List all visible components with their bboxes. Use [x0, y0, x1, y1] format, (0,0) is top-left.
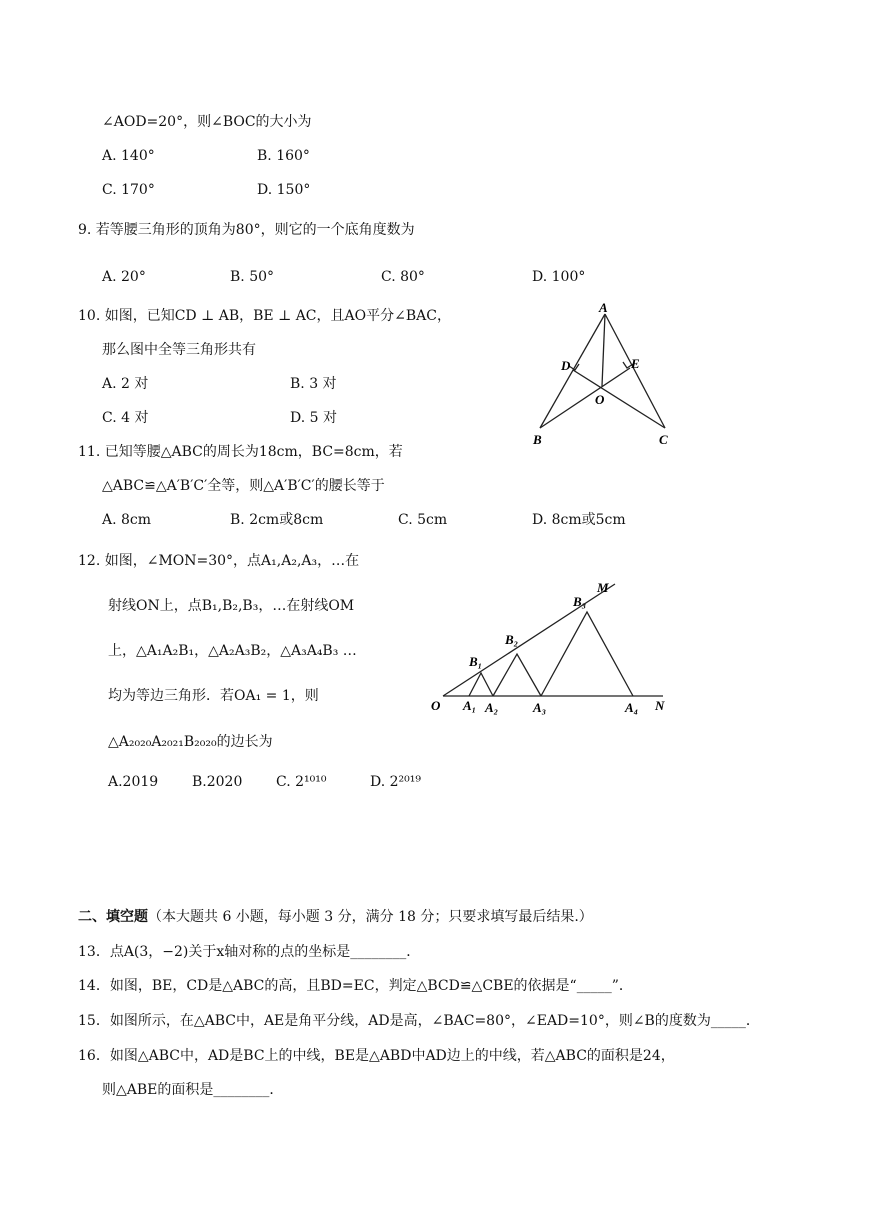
- q10-label-o: O: [595, 392, 605, 407]
- q12-stem-4: 均为等边三角形．若OA₁ = 1，则: [108, 688, 319, 704]
- q9-option-a: A. 20°: [102, 269, 146, 285]
- q10-label-e: E: [631, 356, 640, 371]
- q10-label-c: C: [659, 432, 668, 447]
- q11-stem-1: 11. 已知等腰△ABC的周长为18cm，BC=8cm，若: [78, 444, 403, 460]
- q12-equilateral-figure: [425, 572, 685, 722]
- q12-label-o: O: [431, 698, 441, 713]
- q13-line: 13．点A(3，−2)关于x轴对称的点的坐标是________．: [78, 944, 421, 960]
- section-2-heading: [78, 907, 593, 927]
- q8-stem: ∠AOD=20°，则∠BOC的大小为: [102, 114, 312, 130]
- q12-option-c: C. 2¹⁰¹⁰: [276, 774, 327, 790]
- q10-triangle-figure: [525, 298, 685, 454]
- q10-stem-2: 那么图中全等三角形共有: [102, 342, 256, 358]
- q10-option-c: C. 4 对: [102, 410, 149, 426]
- q9-option-b: B. 50°: [230, 269, 275, 285]
- q12-option-d: D. 2²⁰¹⁹: [370, 774, 421, 790]
- q12-stem-3: 上，△A₁A₂B₁，△A₂A₃B₂，△A₃A₄B₃ …: [108, 643, 357, 659]
- q12-label-a1: A₁: [463, 698, 477, 713]
- q12-stem-2: 射线ON上，点B₁,B₂,B₃，…在射线OM: [108, 598, 355, 614]
- q11-option-d: D. 8cm或5cm: [532, 512, 626, 528]
- q10-stem-1: 10. 如图，已知CD ⊥ AB，BE ⊥ AC，且AO平分∠BAC，: [78, 308, 451, 324]
- q10-label-d: D: [561, 358, 571, 373]
- q8-option-d: D. 150°: [257, 182, 311, 198]
- q8-option-a: A. 140°: [102, 148, 155, 164]
- q11-option-c: C. 5cm: [398, 512, 448, 528]
- q12-label-a2: A₂: [485, 700, 499, 715]
- q12-option-a: A.2019: [108, 774, 159, 790]
- q12-label-a3: A₃: [533, 700, 547, 715]
- q9-stem: 9. 若等腰三角形的顶角为80°，则它的一个底角度数为: [78, 222, 415, 238]
- q10-option-b: B. 3 对: [290, 376, 337, 392]
- q8-option-c: C. 170°: [102, 182, 155, 198]
- q11-stem-2: △ABC≌△A′B′C′全等，则△A′B′C′的腰长等于: [102, 478, 385, 494]
- q12-option-b: B.2020: [192, 774, 243, 790]
- q12-stem-5: △A₂₀₂₀A₂₀₂₁B₂₀₂₀的边长为: [108, 734, 273, 750]
- q12-stem-1: 12. 如图，∠MON=30°，点A₁,A₂,A₃，…在: [78, 553, 360, 569]
- q16-line-1: 16．如图△ABC中，AD是BC上的中线，BE是△ABD中AD边上的中线，若△ABC的面积是24，: [78, 1048, 675, 1064]
- q11-option-a: A. 8cm: [102, 512, 152, 528]
- q10-label-b: B: [533, 432, 542, 447]
- q10-label-a: A: [599, 300, 608, 315]
- q15-line: 15．如图所示，在△ABC中，AE是角平分线，AD是高，∠BAC=80°，∠EAD=10°，则∠B的度数为_____．: [78, 1013, 760, 1029]
- q12-label-m: M: [597, 580, 609, 595]
- q8-option-b: B. 160°: [257, 148, 310, 164]
- q12-label-b3: B₃: [573, 594, 587, 609]
- q12-label-b2: B₂: [505, 632, 519, 647]
- q12-label-b1: B₁: [469, 654, 483, 669]
- q12-label-n: N: [655, 698, 665, 713]
- q16-line-2: 则△ABE的面积是________．: [102, 1082, 284, 1098]
- q9-option-d: D. 100°: [532, 269, 586, 285]
- q12-label-a4: A₄: [625, 700, 639, 715]
- q10-option-d: D. 5 对: [290, 410, 337, 426]
- q9-option-c: C. 80°: [381, 269, 425, 285]
- q11-option-b: B. 2cm或8cm: [230, 512, 324, 528]
- q14-line: 14．如图，BE，CD是△ABC的高，且BD=EC，判定△BCD≌△CBE的依据是“_____”．: [78, 978, 633, 994]
- section-2-title: 二、填空题: [78, 909, 148, 925]
- q10-option-a: A. 2 对: [102, 376, 149, 392]
- section-2-note: （本大题共 6 小题，每小题 3 分，满分 18 分；只要求填写最后结果.）: [148, 909, 593, 925]
